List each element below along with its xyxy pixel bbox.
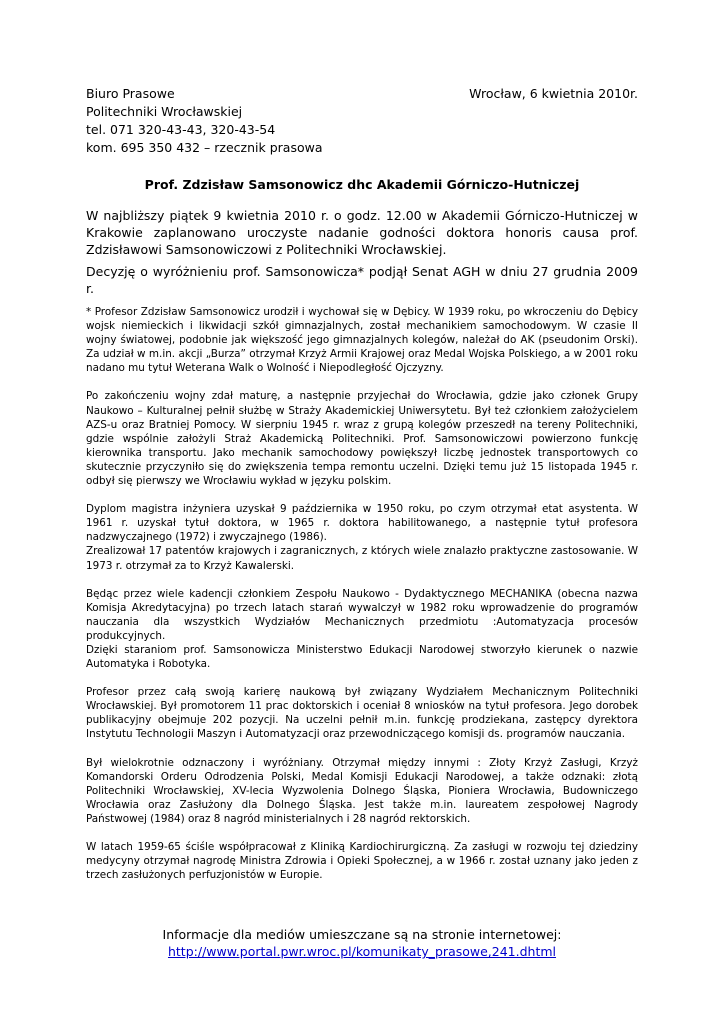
sender-mobile: kom. 695 350 432 – rzecznik prasowa [86, 140, 323, 155]
sender-office: Biuro Prasowe [86, 86, 175, 101]
sender-university: Politechniki Wrocławskiej [86, 104, 243, 119]
sender-block [86, 85, 323, 157]
sender-phone: tel. 071 320-43-43, 320-43-54 [86, 122, 276, 137]
letter-date: Wrocław, 6 kwietnia 2010r. [469, 86, 638, 101]
bio-paragraph: Zrealizował 17 patentów krajowych i zagranicznych, z których wiele znalazło praktyczne zastosowanie. W 1973 r. otrzymał za to Krzyż Kawalerski. [86, 545, 638, 572]
bio-paragraph: Profesor przez całą swoją karierę naukową był związany Wydziałem Mechanicznym Politechniki Wrocławskiej. Był promotorem 11 prac doktorskich i oceniał 8 wniosków na tytuł profesora. Jego dorobek publikacyjny obejmuje 202 pozycji. Na uczelni pełnił m.in. funkcję prodziekana, zastępcy dyrektora Instytutu Technologii Maszyn i Automatyzacji oraz przewodniczącego komisji ds. programów nauczania. [86, 686, 638, 741]
bio-paragraph: Po zakończeniu wojny zdał maturę, a następnie przyjechał do Wrocławia, gdzie jako członek Grupy Naukowo – Kulturalnej pełnił służbę w Straży Akademickiej Uniwersytetu. Był też członkiem założycielem AZS-u oraz Bratniej Pomocy. W sierpniu 1945 r. wraz z grupą kolegów przeszedł na tereny Politechniki, gdzie wspólnie założyli Straż Akademicką Politechniki. Prof. Samsonowiczowi powierzono funkcję kierownika transportu. Jako mechanik samochodowy powiększył liczbę jednostek transportowych co skutecznie przyczyniło się do zwiększenia tempa remontu uczelni. Dzięki temu już 15 listopada 1945 r. odbył się pierwszy we Wrocławiu wykład w języku polskim. [86, 390, 638, 488]
decision-paragraph: Decyzję o wyróżnieniu prof. Samsonowicza* podjął Senat AGH w dniu 27 grudnia 2009 r. [86, 264, 638, 296]
press-releases-link[interactable]: http://www.portal.pwr.wroc.pl/komunikaty_prasowe,241.dhtml [167, 944, 557, 959]
media-info-text: Informacje dla mediów umieszczane są na stronie internetowej: [162, 927, 562, 942]
bio-paragraph: W latach 1959-65 ściśle współpracował z Kliniką Kardiochirurgiczną. Za zasługi w rozwoju tej dziedziny medycyny otrzymał nagrodę Ministra Zdrowia i Opieki Społecznej, a w 1966 r. został uznany jako jeden z trzech zasłużonych perfuzjonistów w Europie. [86, 841, 638, 882]
bio-paragraph: Dyplom magistra inżyniera uzyskał 9 października w 1950 roku, po czym otrzymał etat asystenta. W 1961 r. uzyskał tytuł doktora, w 1965 r. doktora habilitowanego, a następnie tytuł profesora nadzwyczajnego (1972) i zwyczajnego (1986). [86, 503, 638, 544]
media-info-footer [86, 926, 638, 960]
bio-paragraph: * Profesor Zdzisław Samsonowicz urodził i wychował się w Dębicy. W 1939 roku, po wkroczeniu do Dębicy wojsk niemieckich i likwidacji szkół gimnazjalnych, został mechanikiem samochodowym. W czasie II wojny światowej, podobnie jak większość jego gimnazjalnych kolegów, należał do AK (pseudonim Orski). Za udział w m.in. akcji „Burza” otrzymał Krzyż Armii Krajowej oraz Medal Wojska Polskiego, a w 2001 roku nadano mu tytuł Weterana Walk o Wolność i Niepodległość Ojczyzny. [86, 306, 638, 375]
bio-paragraph: Dzięki staraniom prof. Samsonowicza Ministerstwo Edukacji Narodowej stworzyło kierunek o nazwie Automatyka i Robotyka. [86, 643, 638, 671]
document-title: Prof. Zdzisław Samsonowicz dhc Akademii Górniczo-Hutniczej [144, 177, 580, 192]
lead-paragraph: W najbliższy piątek 9 kwietnia 2010 r. o godz. 12.00 w Akademii Górniczo-Hutniczej w Krakowie zaplanowano uroczyste nadanie godności doktora honoris causa prof. Zdzisławowi Samsonowiczowi z Politechniki Wrocławskiej. [86, 208, 638, 257]
biography-section [86, 305, 638, 896]
bio-paragraph: Będąc przez wiele kadencji członkiem Zespołu Naukowo - Dydaktycznego MECHANIKA (obecna nazwa Komisja Akredytacyjna) po trzech latach starań wywalczył w 1982 roku wprowadzenie do programów nauczania dla wszystkich Wydziałów Mechanicznych przedmiotu :Automatyzacja procesów produkcyjnych. [86, 587, 638, 642]
bio-paragraph: Był wielokrotnie odznaczony i wyróżniany. Otrzymał między innymi : Złoty Krzyż Zasługi, Krzyż Komandorski Orderu Odrodzenia Polski, Medal Komisji Edukacji Narodowej, a także odznaki: złotą Politechniki Wrocławskiej, XV-lecia Wyzwolenia Dolnego Śląska, Pioniera Wrocławia, Budowniczego Wrocławia oraz Zasłużony dla Dolnego Śląska. Jest także m.in. laureatem zespołowej Nagrody Państwowej (1984) oraz 8 nagród ministerialnych i 28 nagród rektorskich. [86, 756, 638, 825]
